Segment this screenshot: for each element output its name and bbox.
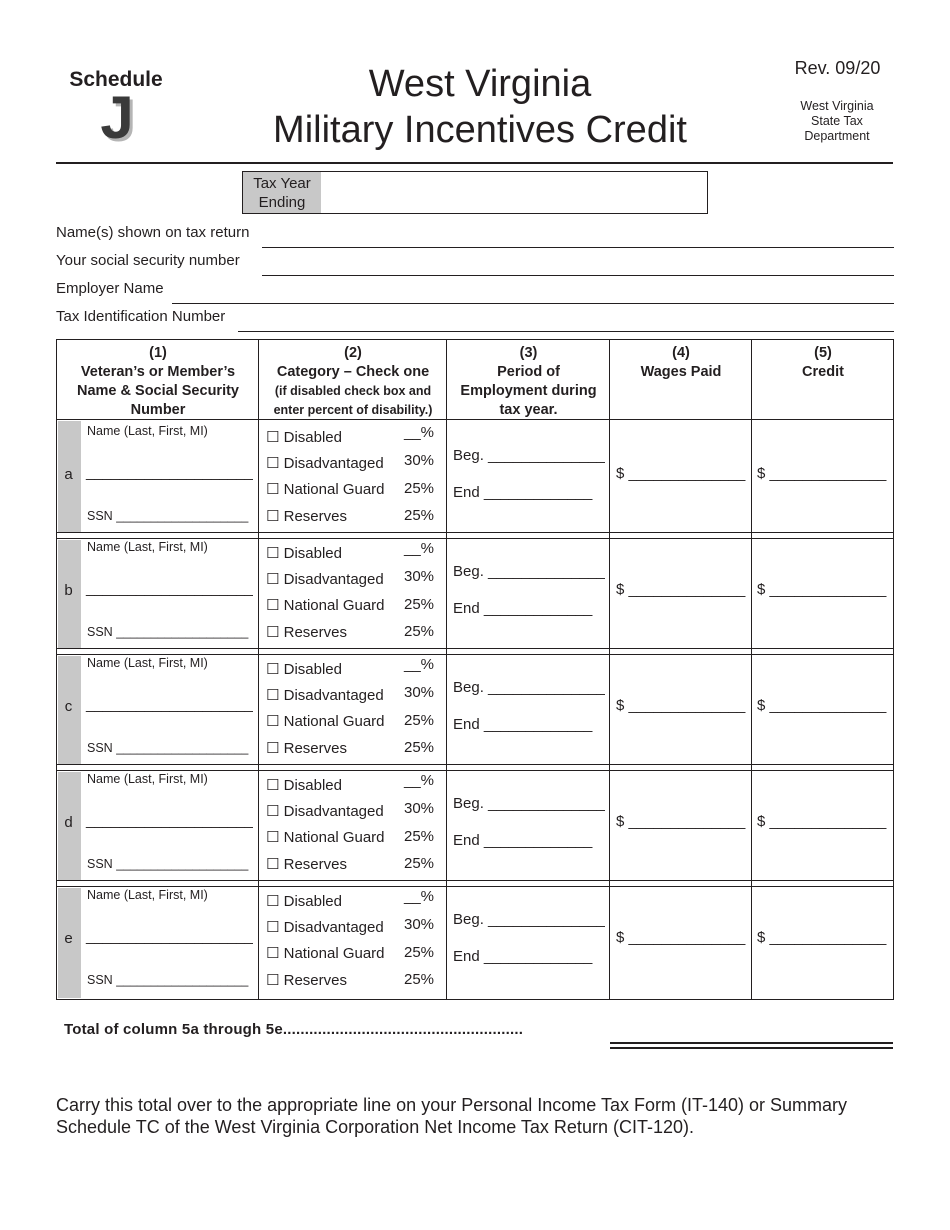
column-header-4 xyxy=(611,344,751,382)
name-label: Name (Last, First, MI) xyxy=(87,772,208,786)
category-percent: 25% xyxy=(404,971,435,988)
veteran-name-field[interactable]: ____________________ xyxy=(86,464,253,481)
employment-begin-field[interactable]: Beg. ______________ xyxy=(453,679,605,696)
name-label: Name (Last, First, MI) xyxy=(87,656,208,670)
credit-field[interactable]: $ ______________ xyxy=(757,929,887,946)
column-number: (3) xyxy=(519,345,538,361)
category-percent: 30% xyxy=(404,800,435,817)
column-number: (1) xyxy=(149,345,167,361)
ssn-field[interactable] xyxy=(87,973,248,987)
category-disabled-checkbox[interactable]: ☐ Disabled xyxy=(266,661,342,678)
ssn-blank: ___________________ xyxy=(116,973,249,987)
ssn-label: SSN xyxy=(87,625,113,639)
category-percent: 30% xyxy=(404,916,435,933)
wages-paid-field[interactable]: $ ______________ xyxy=(616,929,746,946)
disability-percent-field[interactable]: __% xyxy=(404,772,435,789)
employment-end-field[interactable]: End _____________ xyxy=(453,600,593,617)
total-double-underline xyxy=(610,1047,893,1049)
row-divider xyxy=(56,886,894,887)
wages-paid-field[interactable]: $ ______________ xyxy=(616,813,746,830)
disability-percent-field[interactable]: __% xyxy=(404,540,435,557)
form-title-line2: Military Incentives Credit xyxy=(273,109,687,151)
employment-begin-field[interactable]: Beg. ______________ xyxy=(453,911,605,928)
credit-field[interactable]: $ ______________ xyxy=(757,813,887,830)
column-title-line: Period of xyxy=(497,364,560,380)
row-divider xyxy=(56,770,894,771)
employment-begin-field[interactable]: Beg. ______________ xyxy=(453,447,605,464)
veteran-name-field[interactable]: ____________________ xyxy=(86,812,253,829)
category-percent: 30% xyxy=(404,684,435,701)
ssn-field[interactable] xyxy=(87,509,248,523)
category-percent: 25% xyxy=(404,828,435,845)
name-label: Name (Last, First, MI) xyxy=(87,424,208,438)
category-disabled-checkbox[interactable]: ☐ Disabled xyxy=(266,429,342,446)
category-percent: 30% xyxy=(404,568,435,585)
carry-over-instructions: Carry this total over to the appropriate line on your Personal Income Tax Form (IT-140) or Summary Schedule TC of the West Virginia Corporation Net Income Tax Return (CIT-120). xyxy=(56,1095,847,1137)
column-title-line: Veteran’s or Member’s xyxy=(80,364,236,380)
category-disabled-checkbox[interactable]: ☐ Disabled xyxy=(266,777,342,794)
total-credit-field[interactable] xyxy=(610,1042,893,1044)
column-title-line: Employment during xyxy=(460,383,597,399)
row-divider xyxy=(56,532,894,533)
disability-percent-field[interactable]: __% xyxy=(404,424,435,441)
wages-paid-field[interactable]: $ ______________ xyxy=(616,581,746,598)
department-line: West Virginia xyxy=(800,99,874,113)
wages-paid-field[interactable]: $ ______________ xyxy=(616,465,746,482)
revision-date: Rev. 09/20 xyxy=(794,58,881,78)
category-disadvantaged-checkbox[interactable]: ☐ Disadvantaged xyxy=(266,571,384,588)
category-national-guard-checkbox[interactable]: ☐ National Guard xyxy=(266,481,385,498)
row-letter: b xyxy=(64,582,73,599)
name-label: Name (Last, First, MI) xyxy=(87,540,208,554)
column-header-1 xyxy=(58,344,258,420)
schedule-label: Schedule xyxy=(69,68,163,91)
ssn-blank: ___________________ xyxy=(116,741,249,755)
category-reserves-checkbox[interactable]: ☐ Reserves xyxy=(266,972,347,989)
disability-percent-field[interactable]: __% xyxy=(404,656,435,673)
credit-field[interactable]: $ ______________ xyxy=(757,697,887,714)
table-bottom-border xyxy=(56,999,894,1000)
column-title-line: Wages Paid xyxy=(640,364,722,380)
column-divider xyxy=(258,339,259,1000)
row-divider xyxy=(56,880,894,881)
ssn-blank: ___________________ xyxy=(116,857,249,871)
column-divider xyxy=(609,339,610,1000)
employment-begin-field[interactable]: Beg. ______________ xyxy=(453,795,605,812)
ssn-label: SSN xyxy=(87,857,113,871)
column-subtitle-line: (if disabled check box and xyxy=(274,384,432,398)
tax-year-label-line1: Tax Year xyxy=(253,175,311,192)
ssn-blank: ___________________ xyxy=(116,625,249,639)
ssn-field[interactable] xyxy=(87,625,248,639)
column-number: (5) xyxy=(814,345,832,361)
category-national-guard-checkbox[interactable]: ☐ National Guard xyxy=(266,713,385,730)
row-letter: a xyxy=(64,466,73,483)
category-disabled-checkbox[interactable]: ☐ Disabled xyxy=(266,893,342,910)
veteran-name-field[interactable]: ____________________ xyxy=(86,580,253,597)
category-reserves-checkbox[interactable]: ☐ Reserves xyxy=(266,508,347,525)
row-divider xyxy=(56,648,894,649)
column-divider xyxy=(751,339,752,1000)
tax-id-label: Tax Identification Number xyxy=(56,308,226,325)
column-title-line: tax year. xyxy=(499,402,558,418)
ssn-label: SSN xyxy=(87,973,113,987)
table-right-border xyxy=(893,339,894,1000)
column-title-line: Credit xyxy=(802,364,844,380)
category-disadvantaged-checkbox[interactable]: ☐ Disadvantaged xyxy=(266,919,384,936)
row-divider xyxy=(56,538,894,539)
column-divider xyxy=(446,339,447,1000)
form-title-line1: West Virginia xyxy=(368,63,592,105)
category-percent: 25% xyxy=(404,623,435,640)
category-reserves-checkbox[interactable]: ☐ Reserves xyxy=(266,856,347,873)
veteran-name-field[interactable]: ____________________ xyxy=(86,928,253,945)
ssn-label: SSN xyxy=(87,741,113,755)
column-title-line: Name & Social Security xyxy=(77,383,239,399)
category-percent: 30% xyxy=(404,452,435,469)
wages-paid-field[interactable]: $ ______________ xyxy=(616,697,746,714)
column-number: (4) xyxy=(672,345,690,361)
row-letter: e xyxy=(64,930,73,947)
header-row-divider xyxy=(56,419,894,420)
category-national-guard-checkbox[interactable]: ☐ National Guard xyxy=(266,829,385,846)
table-top-border xyxy=(56,339,894,340)
column-header-5 xyxy=(753,344,893,382)
ssn-field[interactable] xyxy=(87,741,248,755)
category-percent: 25% xyxy=(404,855,435,872)
category-disadvantaged-checkbox[interactable]: ☐ Disadvantaged xyxy=(266,455,384,472)
category-reserves-checkbox[interactable]: ☐ Reserves xyxy=(266,740,347,757)
row-divider xyxy=(56,764,894,765)
column-header-3 xyxy=(448,344,609,420)
category-percent: 25% xyxy=(404,712,435,729)
credit-field[interactable]: $ ______________ xyxy=(757,465,887,482)
column-header-2 xyxy=(260,344,446,420)
ssn-label: Your social security number xyxy=(56,252,240,269)
ssn-blank: ___________________ xyxy=(116,509,249,523)
row-letter: d xyxy=(64,814,73,831)
table-left-border xyxy=(56,339,57,1000)
schedule-letter-logo: J xyxy=(100,84,134,151)
employment-end-field[interactable]: End _____________ xyxy=(453,948,593,965)
category-percent: 25% xyxy=(404,507,435,524)
column-title-line: Number xyxy=(130,402,186,418)
category-disadvantaged-checkbox[interactable]: ☐ Disadvantaged xyxy=(266,687,384,704)
department-line: Department xyxy=(804,129,870,143)
employment-begin-field[interactable]: Beg. ______________ xyxy=(453,563,605,580)
veteran-name-field[interactable]: ____________________ xyxy=(86,696,253,713)
department-line: State Tax xyxy=(811,114,863,128)
category-national-guard-checkbox[interactable]: ☐ National Guard xyxy=(266,597,385,614)
category-disabled-checkbox[interactable]: ☐ Disabled xyxy=(266,545,342,562)
row-letter: c xyxy=(64,698,73,715)
credit-field[interactable]: $ ______________ xyxy=(757,581,887,598)
name-label: Name (Last, First, MI) xyxy=(87,888,208,902)
category-percent: 25% xyxy=(404,480,435,497)
category-disadvantaged-checkbox[interactable]: ☐ Disadvantaged xyxy=(266,803,384,820)
taxpayer-name-label: Name(s) shown on tax return xyxy=(56,224,250,241)
disability-percent-field[interactable]: __% xyxy=(404,888,435,905)
category-percent: 25% xyxy=(404,944,435,961)
ssn-label: SSN xyxy=(87,509,113,523)
column-subtitle-line: enter percent of disability.) xyxy=(273,403,433,417)
total-label: Total of column 5a through 5e....................................................... xyxy=(64,1021,524,1038)
column-number: (2) xyxy=(344,345,362,361)
category-reserves-checkbox[interactable]: ☐ Reserves xyxy=(266,624,347,641)
category-national-guard-checkbox[interactable]: ☐ National Guard xyxy=(266,945,385,962)
row-divider xyxy=(56,654,894,655)
ssn-field[interactable] xyxy=(87,857,248,871)
employment-end-field[interactable]: End _____________ xyxy=(453,832,593,849)
employer-name-label: Employer Name xyxy=(56,280,164,297)
tax-year-label-line2: Ending xyxy=(258,194,306,211)
employment-end-field[interactable]: End _____________ xyxy=(453,484,593,501)
employment-end-field[interactable]: End _____________ xyxy=(453,716,593,733)
column-title-line: Category – Check one xyxy=(276,364,430,380)
category-percent: 25% xyxy=(404,739,435,756)
category-percent: 25% xyxy=(404,596,435,613)
